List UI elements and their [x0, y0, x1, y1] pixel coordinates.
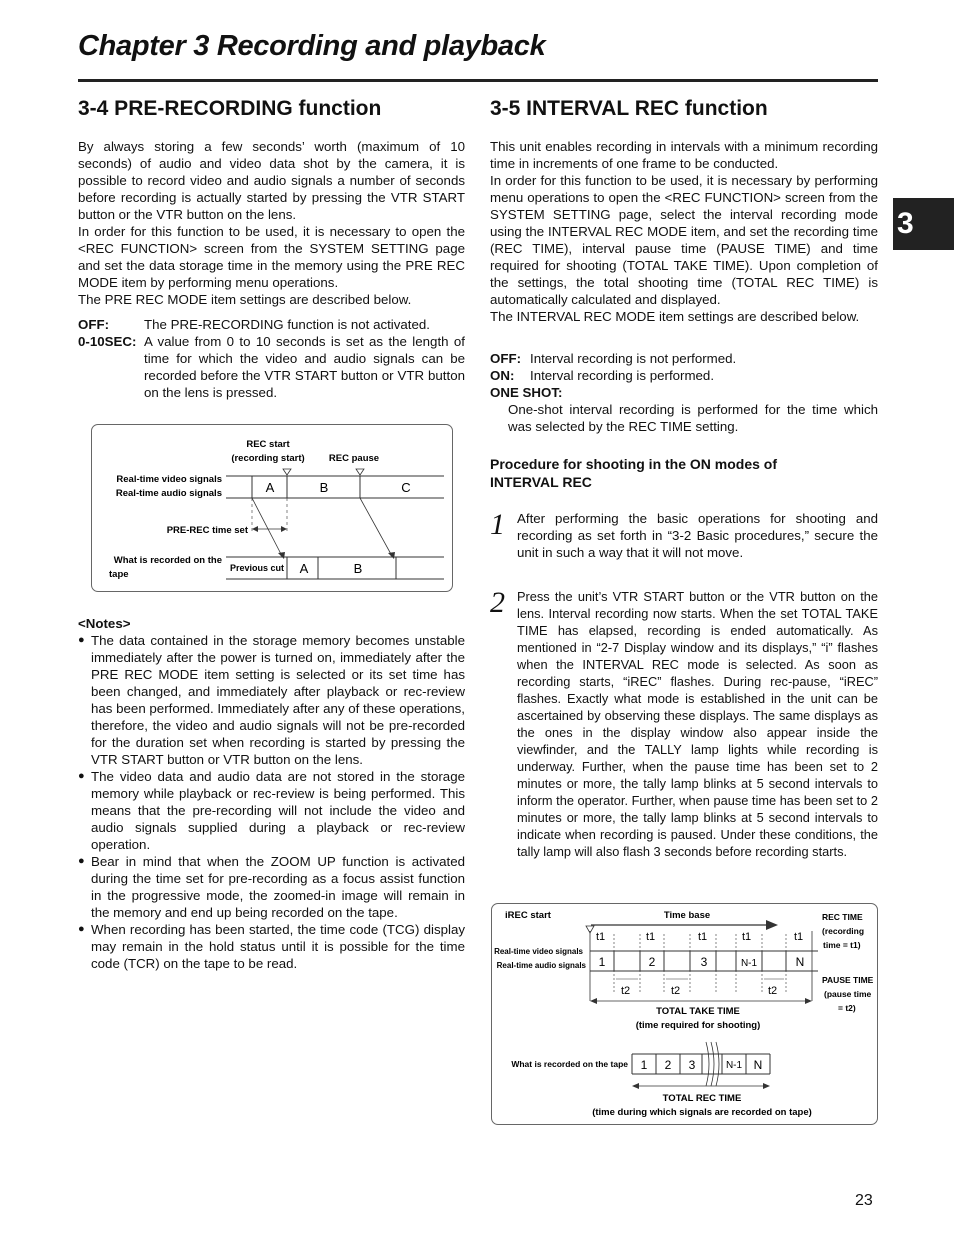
irec-start-label: iREC start [505, 910, 551, 921]
pause-time-label: PAUSE TIME [822, 975, 874, 985]
segment-b: B [319, 480, 329, 495]
tape-segment-1: 1 [640, 1058, 648, 1072]
pre-recording-diagram [91, 424, 453, 592]
interval-rec-heading: 3-5 INTERVAL REC function [490, 97, 768, 120]
paragraph: The PRE REC MODE item settings are described below. [78, 292, 412, 307]
note-item [78, 632, 465, 768]
t1-label: t1 [794, 931, 804, 943]
setting-term: 0-10SEC: [78, 334, 137, 349]
segment-a: A [265, 480, 275, 495]
page-number: 23 [855, 1192, 873, 1209]
t1-label: t1 [698, 931, 708, 943]
note-text: When recording has been started, the time code (TCG) display may remain in the hold status until it is possible for the time code (TCR) on the tape to be read. [91, 922, 465, 971]
t2-label: t2 [768, 985, 778, 997]
paragraph: In order for this function to be used, it is necessary by performing menu operations to open the <REC FUNCTION> screen from the SYSTEM SETTING page, select the interval recording mode using the INTERVAL REC MODE item, and set the recording time (REC TIME), interval pause time (PAUSE TIME) and time required for shooting (TOTAL TAKE TIME). Upon completion of the settings, the total shooting time (TOTAL REC TIME) is automatically calculated and displayed. [490, 173, 878, 307]
audio-signals-label: Real-time audio signals [496, 961, 586, 970]
rec-start-label: REC start [246, 439, 290, 450]
recorded-on-tape-label: What is recorded on the tape [511, 1059, 628, 1069]
one-shot-desc: One-shot interval recording is performed for the time which was selected by the REC TIME setting. [508, 402, 878, 434]
bullet-icon: ● [78, 634, 85, 646]
notes-section [78, 615, 465, 972]
procedure-heading-line: INTERVAL REC [490, 474, 592, 490]
setting-desc: Interval recording is not performed. [530, 351, 737, 366]
rec-start-marker [283, 469, 291, 475]
step-2 [490, 588, 878, 860]
t1-label: t1 [596, 931, 606, 943]
paragraph: This unit enables recording in intervals with a minimum recording time in increments of one frame to be conducted. [490, 139, 878, 171]
one-shot-term: ONE SHOT: [490, 385, 563, 400]
procedure-heading-line: Procedure for shooting in the ON modes of [490, 456, 778, 472]
pause-time-label-2: (pause time [824, 989, 872, 999]
pre-recording-heading: 3-4 PRE-RECORDING function [78, 97, 382, 120]
step-1 [490, 510, 878, 561]
chapter-title: Chapter 3 Recording and playback [78, 30, 546, 62]
notes-heading: <Notes> [78, 616, 131, 631]
segment-3: 3 [700, 955, 708, 969]
rec-pause-marker [356, 469, 364, 475]
rec-time-label-2: (recording [822, 926, 865, 936]
paragraph: In order for this function to be used, it is necessary to open the <REC FUNCTION> screen from the SYSTEM SETTING page and set the data storage time in the memory using the PRE REC MODE item by performing menu operations. [78, 224, 465, 290]
setting-row [490, 367, 878, 384]
total-rec-time-desc: (time during which signals are recorded on tape) [592, 1107, 812, 1118]
rec-time-label-3: time = t1) [823, 940, 861, 950]
recorded-on-tape-label-2: tape [109, 569, 129, 580]
rec-time-label: REC TIME [822, 912, 863, 922]
setting-desc: A value from 0 to 10 seconds is set as the length of time for which the video and audio signals can be recorded before the VTR START button or VTR button on the lens is pressed. [144, 334, 465, 400]
setting-desc: The PRE-RECORDING function is not activated. [144, 317, 430, 332]
chapter-tab: 3 [893, 198, 954, 250]
interval-settings [490, 350, 878, 435]
note-text: The video data and audio data are not stored in the storage memory while playback or rec-review is being performed. This means that the pre-recording will not include the video and audio signals supplied during a playback or rec-review operation. [91, 769, 465, 852]
setting-term: OFF: [78, 317, 110, 332]
t1-label: t1 [646, 931, 656, 943]
interval-rec-timeline [492, 904, 879, 1126]
tape-segment-n: N [753, 1058, 763, 1072]
rec-pause-label: REC pause [328, 453, 380, 464]
note-item [78, 853, 465, 921]
t2-label: t2 [621, 985, 631, 997]
setting-row [490, 350, 878, 367]
pre-rec-settings [78, 316, 465, 401]
total-take-time-desc: (time required for shooting) [635, 1020, 761, 1031]
step-number: 1 [490, 508, 505, 541]
pre-recording-intro [78, 138, 465, 308]
t2-label: t2 [671, 985, 681, 997]
interval-rec-diagram [491, 903, 878, 1125]
note-item [78, 768, 465, 853]
tape-segment-2: 2 [664, 1058, 672, 1072]
video-signals-label: Real-time video signals [116, 474, 222, 485]
pause-time-label-3: = t2) [838, 1003, 856, 1013]
previous-cut-label: Previous cut [229, 563, 285, 573]
setting-term: OFF: [490, 351, 522, 366]
audio-signals-label: Real-time audio signals [115, 488, 222, 499]
setting-row [78, 333, 465, 401]
total-take-time-label: TOTAL TAKE TIME [656, 1006, 740, 1017]
segment-n: N [795, 955, 805, 969]
interval-rec-intro [490, 138, 878, 325]
note-item [78, 921, 465, 972]
bullet-icon: ● [78, 923, 85, 935]
tape-segment-n-1: N-1 [725, 1060, 743, 1071]
setting-desc: Interval recording is performed. [530, 368, 715, 383]
tape-segment-3: 3 [688, 1058, 696, 1072]
setting-row [78, 316, 465, 333]
tape-segment-b: B [353, 561, 363, 576]
bullet-icon: ● [78, 855, 85, 867]
setting-term: ON: [490, 368, 515, 383]
step-number: 2 [490, 586, 505, 619]
segment-c: C [401, 480, 411, 495]
note-text: Bear in mind that when the ZOOM UP function is activated during the time set for pre-recording as a focus assist function in the progressive mode, the zoomed-in image will remain in the memory and end up being recorded on the tape. [91, 854, 465, 920]
procedure-heading [490, 455, 878, 491]
segment-1: 1 [598, 955, 606, 969]
header-rule [78, 79, 878, 82]
step-text: After performing the basic operations for shooting and recording as set forth in “3-2 Basic procedures,” secure the unit in such a way that it will not move. [517, 511, 878, 560]
segment-2: 2 [648, 955, 656, 969]
step-text: Press the unit’s VTR START button or the VTR button on the lens. Interval recording now starts. When the set TOTAL TAKE TIME has elapsed, recording is ended automatically. As mentioned in “2-7 Display window and its displays,” “i” flashes when the INTERVAL REC mode is selected. As soon as recording starts, “iREC” flashes. During rec-pause, “iREC” flashes. Exactly what mode is established in the unit can be ascertained by observing these displays. The same displays as the ones in the display window also appear inside the viewfinder, and the TALLY lamp lights while recording is underway. Further, when the pause time has been set to 2 minutes or more, the tally lamp blinks at 5 second intervals to inform the operator. Further, when pause time has been set to 2 minutes or more, the tally lamp blinks at 5 second intervals to indicate when recording is paused. Under these conditions, the tally lamp will also flash 3 seconds before recording starts. [517, 589, 878, 859]
tape-segment-a: A [299, 561, 309, 576]
bullet-icon: ● [78, 770, 85, 782]
pre-recording-timeline [92, 425, 454, 593]
video-signals-label: Real-time video signals [494, 947, 583, 956]
segment-n-1: N-1 [740, 958, 758, 969]
t1-label: t1 [742, 931, 752, 943]
paragraph: The INTERVAL REC MODE item settings are described below. [490, 309, 860, 324]
total-rec-time-label: TOTAL REC TIME [662, 1093, 742, 1104]
time-base-label: Time base [663, 910, 711, 921]
time-base-arrow [766, 920, 778, 930]
paragraph: By always storing a few seconds’ worth (maximum of 10 seconds) of audio and video data shot by the camera, it is possible to record video and audio signals a number of seconds before recording is actually started by pressing the VTR START button or the VTR button on the lens. [78, 139, 465, 222]
recording-start-label: (recording start) [231, 453, 305, 464]
pre-rec-time-set-label: PRE-REC time set [166, 525, 248, 536]
recorded-on-tape-label: What is recorded on the [113, 555, 222, 566]
note-text: The data contained in the storage memory becomes unstable immediately after the power is turned on, immediately after the PRE REC MODE item setting is selected or its set time has been changed, and immediately after playback or rec-review has been performed. Immediately after any of these operations, therefore, the video and audio signals will not be pre-recorded for the duration set when recording is started by pressing the VTR START button or VTR button on the lens. [91, 633, 466, 767]
